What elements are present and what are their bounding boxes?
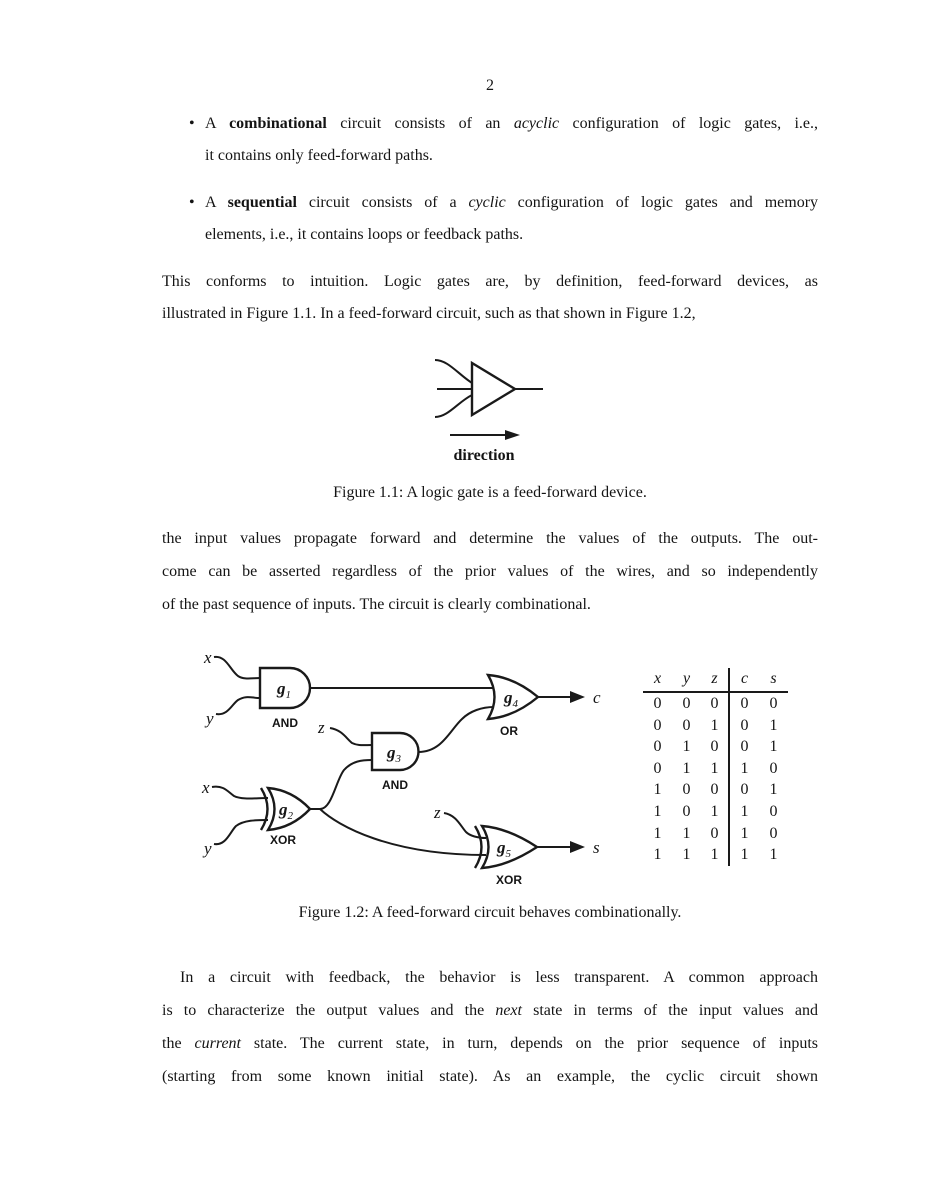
text-line: [162, 1032, 818, 1056]
truth-table-cell: 0: [701, 823, 730, 845]
truth-table-cell: 0: [701, 736, 730, 758]
bullet-icon: •: [189, 115, 195, 132]
truth-table-cell: 1: [653, 824, 662, 842]
truth-table-cell: 0: [701, 693, 730, 715]
truth-table-cell: 1: [769, 781, 778, 799]
gate-name-g5: $g_5$: [497, 838, 511, 860]
text-segment: state. The current state, in turn, depends on the prior sequence of inputs: [241, 1035, 819, 1052]
gate-type-g5: XOR: [495, 873, 523, 887]
truth-table-cell: 1: [740, 824, 749, 842]
truth-table-cell: 1: [740, 759, 749, 777]
text-segment: circuit consists of a: [296, 194, 469, 211]
gate-input-wire-top: [435, 360, 472, 383]
text-segment-bold: combinational: [229, 115, 327, 132]
truth-table-cell: 0: [769, 695, 778, 712]
truth-table-cell: 0: [653, 738, 662, 756]
text-line: In a circuit with feedback, the behavior is less transparent. A common approach: [180, 969, 818, 986]
truth-table-cell: 0: [769, 802, 778, 820]
text-segment: circuit consists of an: [326, 115, 514, 132]
text-line: come can be asserted regardless of the prior values of the wires, and so independently: [162, 563, 818, 580]
bullet-item-2-line-1: [205, 191, 818, 215]
xor-gate-g2: [268, 788, 310, 830]
truth-table-cell: 0: [682, 716, 691, 734]
truth-table-header-cell: s: [759, 668, 788, 693]
truth-table-cell: 0: [682, 781, 691, 799]
truth-table-header-cell: x: [643, 668, 672, 693]
truth-table-header-cell: z: [701, 668, 730, 693]
xor-gate-g5: [482, 826, 537, 868]
text-segment-italic: current: [194, 1035, 241, 1052]
wire-junction-to-g5: [320, 809, 486, 855]
truth-table-cell: 1: [769, 846, 778, 864]
truth-table-cell: 1: [682, 824, 691, 842]
direction-label: direction: [453, 447, 515, 464]
truth-table-cell: 1: [701, 801, 730, 823]
text-line: (starting from some known initial state). As an example, the cyclic circuit shown: [162, 1068, 818, 1085]
figure-2-circuit-diagram: [190, 640, 640, 895]
text-segment: the: [162, 1035, 195, 1052]
input-label-z3: z: [318, 718, 325, 737]
wire-junction-to-g3: [320, 760, 372, 809]
truth-table-cell: 0: [653, 759, 662, 777]
bullet-item-2-line-2: elements, i.e., it contains loops or feedback paths.: [205, 226, 524, 243]
truth-table-cell: 0: [653, 695, 662, 712]
text-line: [162, 999, 818, 1023]
truth-table-cell: 1: [740, 846, 749, 864]
wire-y-to-g2: [214, 820, 268, 844]
gate-name-g4: $g_4$: [504, 688, 518, 710]
truth-table-cell: 1: [653, 802, 662, 820]
figure-1-caption: Figure 1.1: A logic gate is a feed-forward device.: [333, 484, 647, 501]
text-segment: A: [205, 194, 228, 211]
truth-table-cell: 1: [701, 715, 730, 737]
text-segment: state in terms of the input values and: [521, 1002, 818, 1019]
gate-type-g3: AND: [382, 778, 408, 792]
wire-x-to-g1: [214, 657, 260, 679]
gate-name-g2: $g_2$: [279, 800, 293, 822]
truth-table-cell: 1: [740, 802, 749, 820]
truth-table-cell: 0: [701, 779, 730, 801]
page-number: 2: [486, 77, 494, 94]
truth-table-cell: 1: [653, 846, 662, 864]
direction-arrow-head: [505, 430, 520, 440]
truth-table: [643, 668, 788, 866]
truth-table-cell: 1: [653, 781, 662, 799]
input-label-y2: y: [204, 839, 212, 858]
text-segment: configuration of logic gates and memory: [505, 194, 819, 211]
bullet-item-1-line-2: it contains only feed-forward paths.: [205, 147, 433, 164]
text-segment-italic: next: [495, 1002, 522, 1019]
truth-table-cell: 1: [769, 738, 778, 756]
wire-g3-to-g4: [419, 707, 495, 752]
truth-table-cell: 0: [769, 759, 778, 777]
wire-z-to-g3: [330, 728, 372, 745]
truth-table-cell: 1: [682, 759, 691, 777]
gate-type-g4: OR: [500, 724, 518, 738]
text-line: of the past sequence of inputs. The circuit is clearly combinational.: [162, 596, 591, 613]
output-label-c: c: [593, 688, 601, 707]
text-line: illustrated in Figure 1.1. In a feed-forward circuit, such as that shown in Figure 1.2,: [162, 305, 696, 322]
truth-table-cell: 1: [701, 758, 730, 780]
output-label-s: s: [593, 838, 600, 857]
xor-gate-g5-input-arc: [475, 826, 482, 868]
truth-table-cell: 0: [740, 716, 749, 734]
gate-type-g1: AND: [272, 716, 298, 730]
gate-input-wire-bottom: [435, 395, 472, 417]
output-arrow-head-s: [570, 841, 585, 853]
text-segment: is to characterize the output values and the: [162, 1002, 496, 1019]
input-label-z5: z: [434, 803, 441, 822]
truth-table-cell: 0: [740, 695, 749, 712]
truth-table-cell: 1: [682, 738, 691, 756]
truth-table-cell: 0: [682, 802, 691, 820]
text-line: This conforms to intuition. Logic gates are, by definition, feed-forward devices, as: [162, 273, 818, 290]
wire-y-to-g1: [216, 697, 260, 714]
xor-gate-g2-input-arc: [261, 788, 268, 830]
figure-1-logic-gate-diagram: [410, 350, 570, 470]
truth-table-cell: 1: [701, 844, 730, 866]
text-segment-italic: cyclic: [468, 194, 506, 211]
text-segment: configuration of logic gates, i.e.,: [559, 115, 819, 132]
text-line: the input values propagate forward and determine the values of the outputs. The out-: [162, 530, 818, 547]
input-label-y1: y: [206, 709, 214, 728]
input-label-x1: x: [204, 648, 212, 667]
bullet-item-1-line-1: [205, 112, 818, 136]
truth-table-header-cell: c: [730, 668, 759, 693]
text-segment: A: [205, 115, 230, 132]
text-segment-italic: acyclic: [513, 115, 560, 132]
truth-table-cell: 0: [653, 716, 662, 734]
truth-table-cell: 0: [682, 695, 691, 712]
truth-table-cell: 0: [740, 738, 749, 756]
input-label-x2: x: [202, 778, 210, 797]
output-arrow-head-c: [570, 691, 585, 703]
truth-table-cell: 0: [769, 824, 778, 842]
truth-table-cell: 1: [682, 846, 691, 864]
figure-2-caption: Figure 1.2: A feed-forward circuit behaves combinationally.: [298, 904, 682, 921]
bullet-icon: •: [189, 194, 195, 211]
wire-x-to-g2: [212, 787, 268, 799]
buffer-gate-triangle: [472, 363, 515, 415]
truth-table-cell: 1: [769, 716, 778, 734]
gate-name-g3: $g_3$: [387, 743, 401, 765]
or-gate-g4: [488, 675, 538, 719]
gate-type-g2: XOR: [269, 833, 297, 847]
truth-table-header-cell: y: [672, 668, 701, 693]
text-segment-bold: sequential: [227, 194, 297, 211]
gate-name-g1: $g_1$: [277, 679, 291, 701]
truth-table-cell: 0: [740, 781, 749, 799]
